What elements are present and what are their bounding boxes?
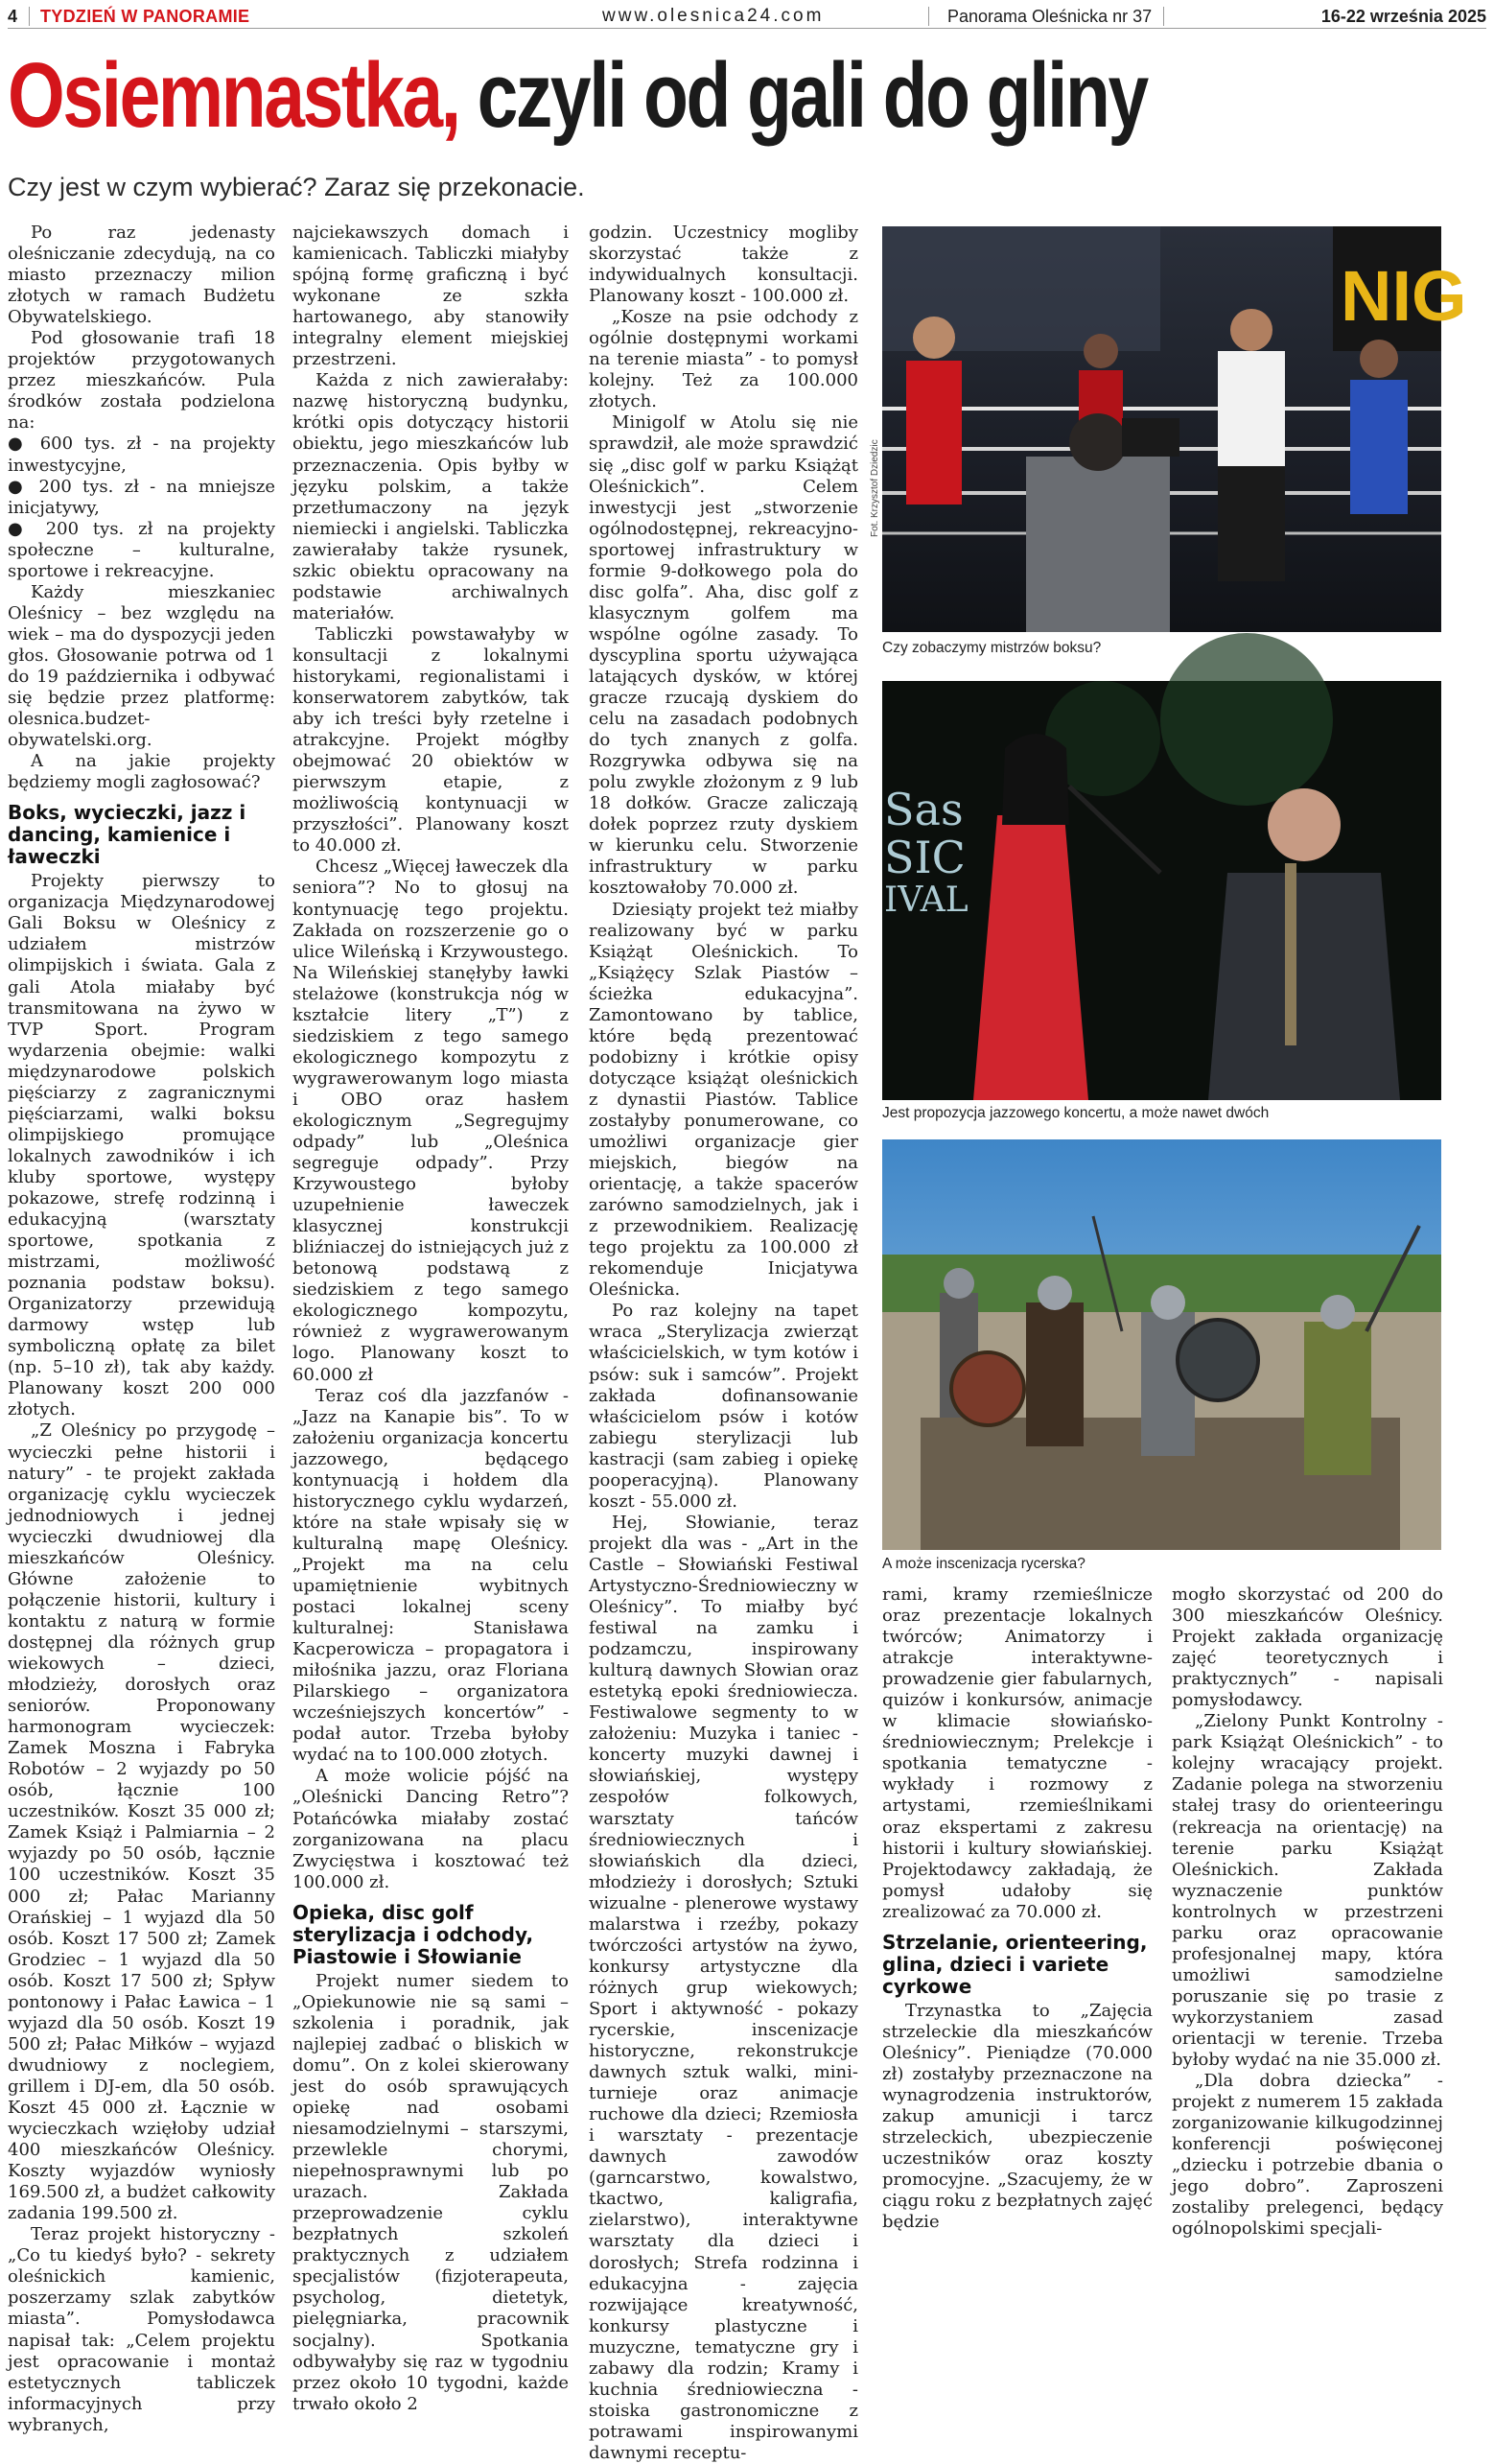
divider [29,7,30,26]
photo-caption: Czy zobaczymy mistrzów boksu? [882,640,1102,656]
text-column-2 [292,223,569,2415]
paragraph: Teraz coś dla jazzfanów - „Jazz na Kanapie bis”. To w założeniu organizacja koncertu jazzowego, będącego kontynuacją i hołdem dla historycznego cyklu wydarzeń, które na stałe wpisały się w kulturalną mapę Oleśnicy. „Projekt ma na celu upamiętnienie wybitnych postaci lokalnej sceny kulturalnej: Stanisława Kacperowicza – propagatora i miłośnika jazzu, oraz Floriana Pilarskiego – organizatora wcześniejszych koncertów” - podał autor. Trzeba byłoby wydać na to 100.000 złotych. [292,1385,569,1766]
paragraph: Projekty pierwszy to organizacja Międzynarodowej Gali Boksu w Oleśnicy z udziałem mistrzów olimpijskich i świata. Gala z gali Atola miałaby być transmitowana na żywo w TVP Sport. Program wydarzenia obejmie: walki międzynarodowe polskich pięściarzy z zagranicznymi pięściarzami, walki boksu olimpijskiego promujące lokalnych zawodników i ich kluby sportowe, występy pokazowe, strefę rodzinną i edukacyjną (warsztaty sportowe, spotkania z mistrzami, możliwość poznania podstaw boksu). Organizatorzy przewidują darmowy wstęp lub symboliczną opłatę za bilet (np. 5–10 zł), tak aby każdy. Planowany koszt 200 000 złotych. [8,871,275,1420]
article-headline [8,44,1189,147]
paragraph: Hej, Słowianie, teraz projekt dla was - „Art in the Castle – Słowiański Festiwal Artystyczno-Średniowieczny w Oleśnicy”. To miałby być festiwal na zamku i podzamczu, inspirowany kulturą dawnych Słowian oraz estetyką epoki średniowiecza. Festiwalowe segmenty to w założeniu: Muzyka i taniec - koncerty muzyki dawnej i słowiańskiej, występy zespołów folkowych, warsztaty tańców średniowiecznych i słowiańskich dla dzieci, młodzieży i dorosłych; Sztuki wizualne - plenerowe wystawy malarstwa i rzeźby, pokazy twórczości artystów na żywo, konkursy artystyczne dla różnych grup wiekowych; Sport i aktywność - pokazy rycerskie, inscenizacje historyczne, rekonstrukcje dawnych sztuk walki, mini-turnieje oraz animacje ruchowe dla dzieci; Rzemiosła i warsztaty - prezentacje dawnych zawodów (garncarstwo, kowalstwo, tkactwo, kaligrafia, zielarstwo), interaktywne warsztaty dla dzieci i dorosłych; Strefa rodzinna i edukacyjna - zajęcia rozwijające kreatywność, konkursy plastyczne i muzyczne, tematyczne gry i zabawy dla rodzin; Kramy i kuchnia średniowieczna - stoiska gastronomiczne z potrawami inspirowanymi dawnymi receptu- [589,1512,858,2463]
paragraph: Dziesiąty projekt też miałby realizowany być w parku Książąt Oleśnickich. To „Książęcy Szlak Piastów – ścieżka edukacyjna”. Zamontowano by tablice, które będą prezentować podobizny i krótkie opisy dotyczące książąt oleśnickich z dynastii Piastów. Tablice zostałyby ponumerowane, co umożliwi organizacje gier miejskich, biegów na orientację, a także spacerów zarówno samodzielnych, jak i z przewodnikiem. Realizację tego projektu za 100.000 zł rekomenduje Inicjatywa Oleśnicka. [589,899,858,1301]
photo-knights [882,1139,1441,1550]
subheading: Boks, wycieczki, jazz i dancing, kamienice i ławeczki [8,801,246,869]
text-column-5 [1172,1584,1443,2240]
photo-jazz [882,681,1441,1100]
photo-caption: Jest propozycja jazzowego koncertu, a może nawet dwóch [882,1105,1270,1121]
text-column-4 [882,1584,1153,2233]
subheading: Strzelanie, orienteering, glina, dzieci i variete cyrkowe [882,1930,1148,1998]
paragraph: godzin. Uczestnicy mogliby skorzystać także z indywidualnych konsultacji. Planowany koszt - 100.000 zł. [589,223,858,307]
paragraph: mogło skorzystać od 200 do 300 mieszkańców Oleśnicy. Projekt zakłada organizację zajęć teoretycznych i praktycznych” - napisali pomysłodawcy. [1172,1584,1443,1711]
banner-text: NIG [1341,256,1467,336]
paragraph: Minigolf w Atolu się nie sprawdził, ale może sprawdzić się „disc golf w parku Książąt Oleśnickich”. Celem inwestycji jest „stworzenie ogólnodostępnej, rekreacyjno-sportowej infrastruktury w formie 9-dołkowego pola do disc golfa”. Aha, disc golf z klasycznym golfem ma wspólne ogólne zasady. To dyscyplina sportu używająca latających dysków, w której gracze rzucają dyskiem do celu na zasadach podobnych do tych znanych z golfa. Rozgrywka odbywa się na polu zwykle złożonym z 9 lub 18 dołków. Gracze zaliczają dołek poprzez rzuty dyskiem w kierunku celu. Stworzenie infrastruktury w parku kosztowałoby 70.000 zł. [589,412,858,899]
paragraph: rami, kramy rzemieślnicze oraz prezentacje lokalnych twórców; Animatorzy i atrakcje interaktywne- prowadzenie gier fabularnych, quizów i konkursów, animacje w klimacie słowiańsko-średniowiecznym; Prelekcje i spotkania tematyczne - wykłady i rozmowy z artystami, rzemieślnikami oraz ekspertami z zakresu historii i kultury słowiańskiej. Projektodawcy zakładają, że pomysł udałoby się zrealizować za 70.000 zł. [882,1584,1153,1922]
photo-boxing [882,226,1467,632]
issue-date: 16-22 września 2025 [1320,7,1486,26]
photo-caption: A może inscenizacja rycerska? [882,1556,1085,1572]
text-column-1 [8,223,275,2436]
banner-text: Sas [884,784,964,835]
page-number: 4 [8,7,18,26]
divider [928,7,929,26]
paragraph: Po raz kolejny na tapet wraca „Sterylizacja zwierząt właścicielskich, w tym kotów i psów: suk i samców”. Projekt zakłada dofinansowanie właścicielom psów i kotów zabiegu sterylizacji lub kastracji (sam zabieg i opiekę pooperacyjną). Planowany koszt - 55.000 zł. [589,1301,858,1512]
bullet-item: ● 200 tys. zł na projekty społeczne – kulturalne, sportowe i rekreacyjne. [8,519,275,582]
text-column-3 [589,223,858,2464]
paragraph: „Kosze na psie odchody z ogólnie dostępnymi workami na terenie miasta” - to pomysł kolejny. Też za 100.000 złotych. [589,307,858,412]
section-title: TYDZIEŃ W PANORAMIE [40,7,250,26]
bullet-item: ● 600 tys. zł - na projekty inwestycyjne, [8,434,275,476]
article-lead: Czy jest w czym wybierać? Zaraz się przekonacie. [8,173,585,201]
page-header [8,6,1486,29]
subheading: Opieka, disc golf sterylizacja i odchody, Piastowie i Słowianie [292,1900,534,1968]
paragraph: „Zielony Punkt Kontrolny - park Książąt Oleśnickich” - to kolejny wracający projekt. Zadanie polega na stworzeniu stałej trasy do orienteeringu (rekreacja na orientację) na terenie parku Książąt Oleśnickich. Zakłada wyznaczenie punktów kontrolnych w przestrzeni parku oraz opracowanie profesjonalnej mapy, która umożliwi samodzielne poruszanie się po trasie z wykorzystaniem zasad orientacji w terenie. Trzeba byłoby wydać na nie 35.000 zł. [1172,1711,1443,2071]
paragraph: „Dla dobra dziecka” - projekt z numerem 15 zakłada zorganizowanie kilkugodzinnej konferencji poświęconej „dziecku i potrzebie dbania o jego dobro”. Zaproszeni zostaliby prelegenci, będący ogólnopolskimi specjali- [1172,2071,1443,2240]
paragraph: „Z Oleśnicy po przygodę – wycieczki pełne historii i natury” - te projekt zakłada organizację cyklu wycieczek jednodniowych i jednej wycieczki dwudniowej dla mieszkańców Oleśnicy. Główne założenie to połączenie historii, kultury i kontaktu z naturą w formie dostępnej dla różnych grup wiekowych – dzieci, młodzieży, dorosłych oraz seniorów. Proponowany harmonogram wycieczek: Zamek Moszna i Fabryka Robotów – 2 wyjazdy po 50 osób, łącznie 100 uczestników. Koszt 35 000 zł; Zamek Książ i Palmiarnia – 2 wyjazdy po 50 osób, łącznie 100 uczestników. Koszt 35 000 zł; Pałac Marianny Orańskiej – 1 wyjazd dla 50 osób. Koszt 17 500 zł; Zamek Grodziec – 1 wyjazd dla 50 osób. Koszt 17 500 zł; Spływ pontonowy i Pałac Ławica – 1 wyjazd dla 50 osób. Koszt 19 500 zł; Pałac Miłków – wyjazd dwudniowy z noclegiem, grillem i DJ-em, dla 50 osób. Koszt 45 000 zł. Łącznie w wycieczkach wzięłoby udział 400 mieszkańców Oleśnicy. Koszty wyjazdów wyniosły 169.500 zł, a budżet całkowity zadania 199.500 zł. [8,1420,275,2224]
banner-text: IVAL [884,880,969,920]
paragraph: Teraz projekt historyczny - „Co tu kiedyś było? - sekrety oleśnickich kamienic, poszerzamy szlak zabytków miasta”. Pomysłodawca napisał tak: „Celem projektu jest opracowanie i montaż estetycznych tabliczek informacyjnych przy wybranych, [8,2224,275,2435]
paragraph: Każdy mieszkaniec Oleśnicy – bez względu na wiek – ma do dyspozycji jeden głos. Głosowanie potrwa od 1 do 19 października i odbywać się będzie przez platformę: olesnica.budzet-obywatelski.org. [8,581,275,751]
paragraph: A na jakie projekty będziemy mogli zagłosować? [8,751,275,793]
headline-dark: czyli od gali do gliny [477,44,1147,147]
bullet-item: ● 200 tys. zł - na mniejsze inicjatywy, [8,477,275,519]
paragraph: Każda z nich zawierałaby: nazwę historyczną budynku, krótki opis dotyczący historii obiektu, jego mieszkańców lub przeznaczenia. Opis byłby w języku polskim, a także przetłumaczony na język niemiecki i angielski. Tabliczka zawierałaby także rysunek, szkic obiektu opracowany na podstawie archiwalnych materiałów. [292,370,569,623]
website-link[interactable]: www.olesnica24.com [602,6,825,26]
paragraph: Chcesz „Więcej ławeczek dla seniora”? No to głosuj na kontynuację tego projektu. Zakłada on rozszerzenie go o ulice Wileńską i Krzywoustego. Na Wileńskiej stanęłyby ławki stelażowe (konstrukcja nóg w kształcie litery „T”) z siedziskiem z tego samego ekologicznego kompozytu z wygrawerowanym logo miasta i OBO oraz hasłem ekologicznym „Segregujmy odpady” lub „Oleśnica segreguje odpady”. Przy Krzywoustego byłoby uzupełnienie ławeczek klasycznej konstrukcji bliźniaczej do istniejących już z betonową podstawą z siedziskiem z tego samego ekologicznego kompozytu, również z wygrawerowanym logo. Planowany koszt to 60.000 zł [292,857,569,1385]
paragraph: Pod głosowanie trafi 18 projektów przygotowanych przez mieszkańców. Pula środków została podzielona na: [8,328,275,434]
paragraph: najciekawszych domach i kamienicach. Tabliczki miałyby spójną formę graficzną i być wykonane ze szkła hartowanego, aby stanowiły integralny element miejskiej przestrzeni. [292,223,569,370]
banner-text: SIC [884,832,966,883]
issue-label: Panorama Oleśnicka nr 37 [947,7,1153,26]
paragraph: Po raz jedenasty oleśniczanie zdecydują, na co miasto przeznaczy milion złotych w ramach Budżetu Obywatelskiego. [8,223,275,328]
paragraph: A może wolicie pójść na „Oleśnicki Dancing Retro”? Potańcówka miałaby zostać zorganizowana na placu Zwycięstwa i kosztować też 100.000 zł. [292,1766,569,1892]
paragraph: Trzynastka to „Zajęcia strzeleckie dla mieszkańców Oleśnicy”. Pieniądze (70.000 zł) zostałyby przeznaczone na wynagrodzenia instruktorów, zakup amunicji i tarcz strzeleckich, ubezpieczenie uczestników oraz koszty promocyjne. „Szacujemy, że w ciągu roku z bezpłatnych zajęć będzie [882,2000,1153,2233]
headline-red: Osiemnastka, [8,44,459,147]
paragraph: Tabliczki powstawałyby w konsultacji z lokalnymi historykami, regionalistami i konserwatorem zabytków, tak aby ich treści były rzetelne i atrakcyjne. Projekt mógłby obejmować 20 obiektów w pierwszym etapie, z możliwością kontynuacji w przyszłości”. Planowany koszt to 40.000 zł. [292,623,569,857]
paragraph: Projekt numer siedem to „Opiekunowie nie są sami – szkolenia i poradnik, jak najlepiej zadbać o bliskich w domu”. On z kolei skierowany jest do osób sprawujących opiekę nad osobami niesamodzielnymi – starszymi, przewlekle chorymi, niepełnosprawnymi lub po urazach. Zakłada przeprowadzenie cyklu bezpłatnych szkoleń praktycznych z udziałem specjalistów (fizjoterapeuta, psycholog, dietetyk, pielęgniarka, pracownik socjalny). Spotkania odbywałyby się raz w tygodniu przez około 10 tygodni, każde trwało około 2 [292,1970,569,2414]
photo-credit: Fot. Krzysztof Dziedzic [870,439,880,537]
divider [1163,7,1164,26]
